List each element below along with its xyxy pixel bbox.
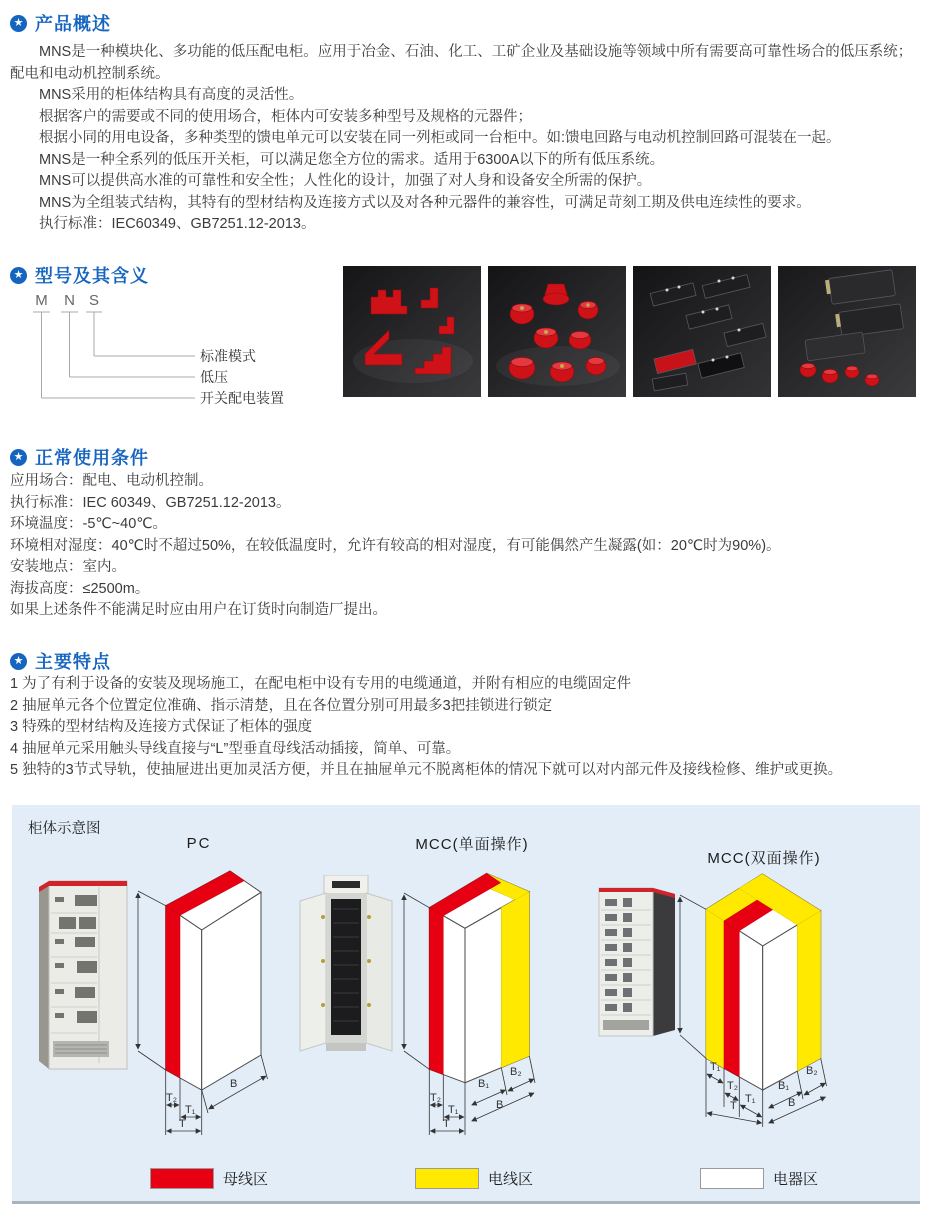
condition-line: 环境温度：-5℃~40℃。	[10, 516, 168, 532]
photo-busbar-clamps	[343, 266, 481, 397]
dim-label: B	[230, 1078, 238, 1090]
feature-item: 2 抽屉单元各个位置定位准确、指示清楚，且在各位置分别可用最多3把挂锁进行锁定	[10, 697, 553, 714]
model-connector-lines	[33, 312, 195, 398]
model-letter-s: S	[88, 292, 100, 309]
dim-label: T	[730, 1100, 737, 1112]
dim-label: T₁	[448, 1104, 459, 1116]
section-title: 产品概述	[35, 14, 111, 34]
star-bullet-icon: ★	[10, 449, 27, 466]
section-title: 主要特点	[35, 652, 111, 672]
mcc-double-3d-diagram	[675, 865, 835, 1155]
model-letter-m: M	[35, 292, 48, 309]
section-features-heading	[10, 648, 111, 674]
paragraph: MNS采用的柜体结构具有高度的灵活性。	[39, 87, 304, 103]
pc-3d-diagram	[130, 865, 300, 1150]
product-photo-strip	[343, 266, 916, 397]
dim-label: T₂	[727, 1080, 738, 1092]
dim-label: B₂	[510, 1066, 522, 1078]
model-label-standard: 标准模式	[200, 348, 256, 364]
feature-item: 1 为了有利于设备的安装及现场施工，在配电柜中设有专用的电缆通道，并附有相应的电缆固定件	[10, 676, 632, 692]
column-label-pc: PC	[186, 835, 212, 852]
star-bullet-icon: ★	[10, 653, 27, 670]
dim-label: B₁	[478, 1078, 490, 1090]
section-title: 正常使用条件	[35, 448, 149, 468]
photo-busbar-trunking	[778, 266, 916, 397]
dim-label: T₁	[710, 1061, 721, 1073]
photo-terminal-blocks	[633, 266, 771, 397]
condition-line: 应用场合：配电、电动机控制。	[10, 473, 213, 489]
paragraph: MNS可以提供高水准的可靠性和安全性；人性化的设计，加强了对人身和设备安全所需的保护。	[39, 173, 652, 189]
dim-label: B	[496, 1099, 504, 1111]
legend-apparatus-zone	[700, 1168, 818, 1189]
column-label-mcc-single: MCC(单面操作)	[415, 836, 529, 853]
column-label-mcc-double: MCC(双面操作)	[707, 850, 821, 867]
paragraph: 根据客户的需要或不同的使用场合，柜体内可安装多种型号及规格的元器件；	[39, 108, 532, 125]
condition-line: 执行标准：IEC 60349、GB7251.12-2013。	[10, 494, 291, 511]
legend-label: 母线区	[223, 1171, 269, 1188]
mcc-single-3d-diagram	[398, 865, 548, 1150]
feature-item: 5 独特的3节式导轨，使抽屉进出更加灵活方便，并且在抽屉单元不脱离柜体的情况下就可以对内部元件及接线检修、维护或更换。	[10, 762, 843, 778]
legend-swatch-yellow	[415, 1168, 479, 1189]
section-title: 型号及其含义	[35, 266, 149, 286]
mns-model-diagram	[10, 292, 340, 412]
mcc-double-cabinet-photo	[595, 878, 682, 1050]
mcc-single-cabinet-photo	[298, 875, 395, 1060]
section-overview-heading	[10, 10, 111, 36]
paragraph: MNS是一种全系列的低压开关柜，可以满足您全方位的需求。适用于6300A以下的所有低压系统。	[39, 151, 665, 168]
paragraph: MNS为全组装式结构，其特有的型材结构及连接方式以及对各种元器件的兼容性，可满足苛刻工期及供电连续性的要求。	[39, 194, 811, 211]
feature-item: 3 特殊的型材结构及连接方式保证了柜体的强度	[10, 719, 313, 735]
model-label-switchgear: 开关配电装置	[200, 390, 284, 406]
legend-wire-zone	[415, 1168, 533, 1189]
condition-line: 安装地点：室内。	[10, 559, 126, 575]
legend-label: 电器区	[773, 1171, 819, 1188]
condition-line: 如果上述条件不能满足时应由用户在订货时向制造厂提出。	[10, 602, 387, 618]
dim-label: T₂	[166, 1092, 177, 1104]
legend-swatch-red	[150, 1168, 214, 1189]
legend-busbar-zone	[150, 1168, 268, 1189]
panel-title: 柜体示意图	[28, 821, 101, 837]
paragraph: 执行标准：IEC60349、GB7251.12-2013。	[39, 216, 316, 232]
paragraph: 根据小同的用电设备，多种类型的馈电单元可以安装在同一列柜或同一台柜中。如:馈电回路与电动机控制回路可混装在一起。	[39, 130, 841, 146]
star-bullet-icon: ★	[10, 267, 27, 284]
pc-cabinet-photo	[35, 873, 130, 1073]
legend-label: 电线区	[488, 1171, 534, 1188]
section-model-heading	[10, 262, 149, 288]
legend-swatch-white	[700, 1168, 764, 1189]
dim-label: T₂	[430, 1092, 441, 1104]
overview-paragraphs	[10, 42, 922, 236]
photo-round-insulators	[488, 266, 626, 397]
cabinet-diagram-panel	[12, 805, 920, 1204]
dim-label: B₂	[806, 1065, 818, 1077]
model-letter-n: N	[64, 292, 75, 309]
dim-label: T	[179, 1118, 186, 1130]
dim-label: T	[443, 1118, 450, 1130]
paragraph: MNS是一种模块化、多功能的低压配电柜。应用于冶金、石油、化工、工矿企业及基础设施等领域中所有需要高可靠性场合的低压系统；配电和电动机控制系统。	[10, 44, 913, 82]
section-conditions-heading	[10, 444, 149, 470]
dim-label: B₁	[778, 1080, 790, 1092]
dim-label: B	[788, 1097, 796, 1109]
condition-line: 环境相对湿度：40℃时不超过50%，在较低温度时，允许有较高的相对湿度，有可能偶然产生凝露(如：20℃时为90%)。	[10, 537, 781, 554]
star-bullet-icon: ★	[10, 15, 27, 32]
dim-label: T₁	[185, 1104, 196, 1116]
feature-list	[10, 674, 922, 782]
condition-line: 海拔高度：≤2500m。	[10, 580, 150, 597]
conditions-lines	[10, 471, 922, 622]
model-label-lowvoltage: 低压	[200, 369, 228, 385]
dim-label: T₁	[745, 1093, 756, 1105]
feature-item: 4 抽屉单元采用触头导线直接与“L”型垂直母线活动插接，简单、可靠。	[10, 740, 461, 757]
